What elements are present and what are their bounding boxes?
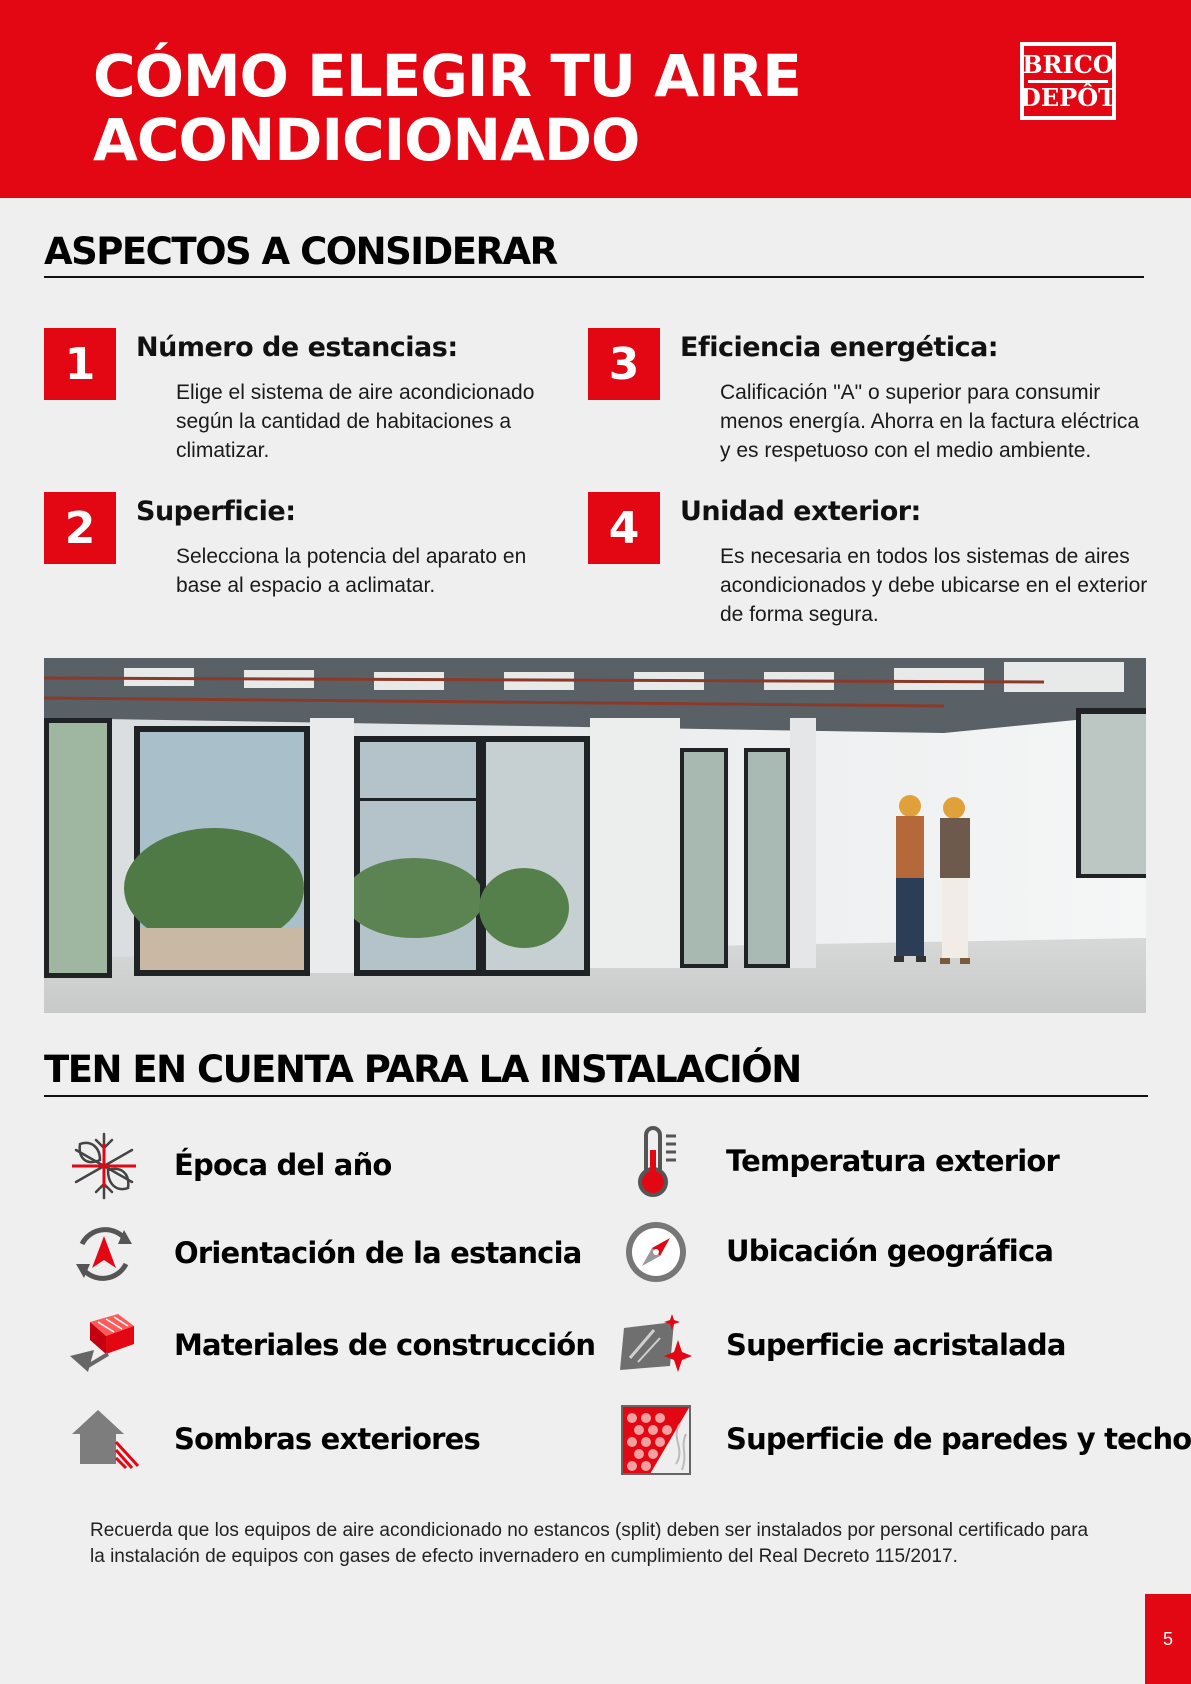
page-title-line-1: CÓMO ELEGIR TU AIRE bbox=[93, 42, 801, 110]
aspect-title: Superficie: bbox=[136, 496, 296, 527]
aspect-text: Es necesaria en todos los sistemas de aires acondicionados y debe ubicarse en el exterior de forma segura. bbox=[720, 545, 1148, 626]
aspect-text: Selecciona la potencia del aparato en base al espacio a aclimatar. bbox=[176, 545, 527, 597]
house-shadow-icon bbox=[68, 1404, 140, 1476]
header-banner bbox=[0, 0, 1191, 198]
aspect-number: 1 bbox=[44, 328, 116, 400]
season-icon bbox=[68, 1130, 140, 1202]
logo-text-depot: DEPÔT bbox=[1020, 82, 1116, 112]
installation-rule bbox=[44, 1095, 1148, 1097]
aspect-title: Unidad exterior: bbox=[680, 496, 921, 527]
office-interior-photo bbox=[44, 658, 1146, 1013]
factor-label: Orientación de la estancia bbox=[174, 1236, 582, 1270]
factor-label: Superficie acristalada bbox=[726, 1328, 1066, 1362]
brico-depot-logo bbox=[1020, 42, 1116, 120]
factor-label: Materiales de construcción bbox=[174, 1328, 596, 1362]
aspect-number: 4 bbox=[588, 492, 660, 564]
aspect-title: Eficiencia energética: bbox=[680, 332, 999, 363]
page-number: 5 bbox=[1145, 1594, 1191, 1684]
wall-icon bbox=[620, 1404, 692, 1476]
page-title bbox=[93, 44, 801, 172]
installation-heading: TEN EN CUENTA PARA LA INSTALACIÓN bbox=[44, 1048, 801, 1091]
aspect-item-outdoor-unit bbox=[588, 492, 1148, 652]
aspect-title: Número de estancias: bbox=[136, 332, 458, 363]
aspect-number: 2 bbox=[44, 492, 116, 564]
logo-box bbox=[1020, 46, 1116, 116]
aspects-rule bbox=[44, 276, 1144, 278]
glass-icon bbox=[620, 1310, 692, 1382]
thermometer-icon bbox=[620, 1126, 692, 1198]
factor-label: Sombras exteriores bbox=[174, 1422, 480, 1456]
legal-note: Recuerda que los equipos de aire acondicionado no estancos (split) deben ser instalados por personal certificado para la instalación de equipos con gases de efecto invernadero en cumplimiento del Real Decreto 115/2017. bbox=[90, 1520, 1089, 1567]
compass-icon bbox=[620, 1216, 692, 1288]
factor-label: Época del año bbox=[174, 1148, 392, 1182]
aspects-heading: ASPECTOS A CONSIDERAR bbox=[44, 230, 557, 273]
aspect-text: Elige el sistema de aire acondicionado según la cantidad de habitaciones a climatizar. bbox=[176, 381, 535, 462]
factor-label: Superficie de paredes y techo bbox=[726, 1422, 1191, 1456]
page-title-line-2: ACONDICIONADO bbox=[93, 106, 640, 174]
brick-trowel-icon bbox=[68, 1310, 140, 1382]
aspect-text: Calificación "A" o superior para consumir menos energía. Ahorra en la factura eléctrica y es respetuoso con el medio ambiente. bbox=[720, 381, 1140, 462]
office-interior-illustration bbox=[44, 658, 1146, 1013]
aspect-number: 3 bbox=[588, 328, 660, 400]
orientation-icon bbox=[68, 1218, 140, 1290]
factor-label: Ubicación geográfica bbox=[726, 1234, 1054, 1268]
aspect-item-surface bbox=[44, 492, 604, 652]
aspect-item-rooms bbox=[44, 328, 604, 488]
logo-text-brico: BRICO bbox=[1022, 49, 1114, 79]
factor-label: Temperatura exterior bbox=[726, 1144, 1059, 1178]
aspect-item-efficiency bbox=[588, 328, 1148, 488]
